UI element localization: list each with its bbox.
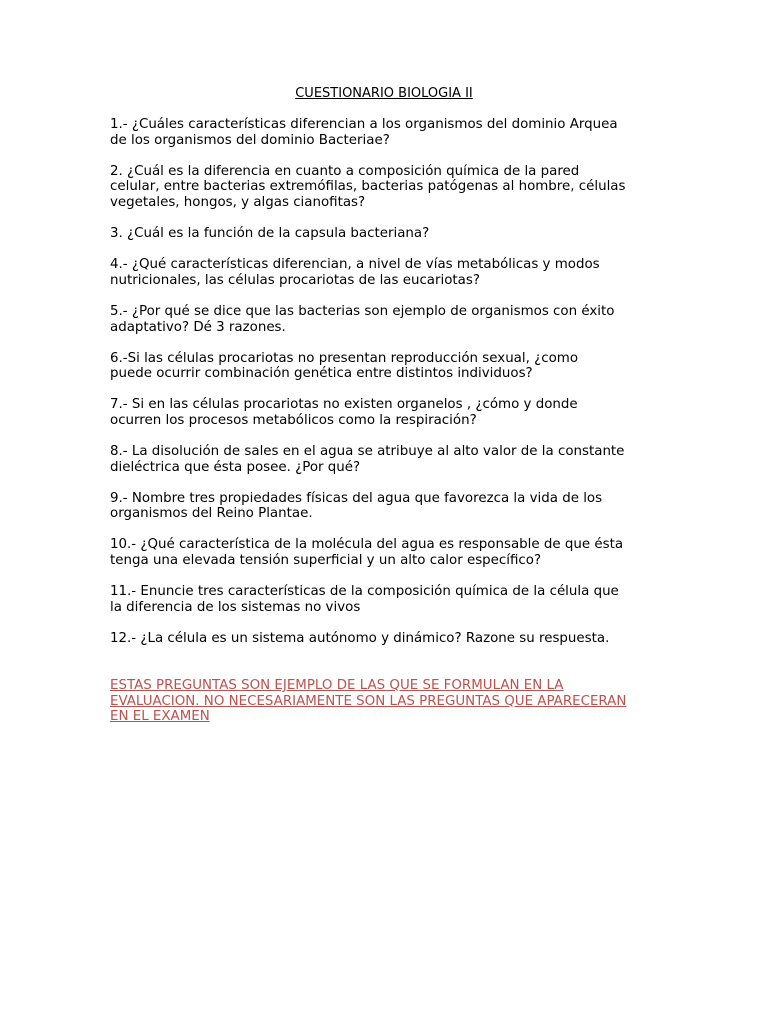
question-5: 5.- ¿Por qué se dice que las bacterias son ejemplo de organismos con éxito adaptativo? Dé 3 razones.: [110, 303, 615, 335]
question-11: 11.- Enuncie tres características de la composición química de la célula que la diferencia de los sistemas no vivos: [110, 584, 619, 615]
question-6: 6.-Si las células procariotas no presentan reproducción sexual, ¿como puede ocurrir combinación genética entre distintos individuos?: [110, 350, 579, 382]
question-7: 7.- Si en las células procariotas no existen organelos , ¿cómo y donde ocurren los procesos metabólicos como la respiración?: [110, 397, 578, 428]
exam-disclaimer-note: ESTAS PREGUNTAS SON EJEMPLO DE LAS QUE SE FORMULAN EN LA EVALUACION. NO NECESARIAMENTE SON LAS PREGUNTAS QUE APARECERAN EN EL EXAMEN: [110, 678, 627, 725]
question-10: 10.- ¿Qué característica de la molécula del agua es responsable de que ésta tenga una elevada tensión superficial y un alto calor específico?: [110, 537, 624, 569]
question-8: 8.- La disolución de sales en el agua se atribuye al alto valor de la constante dieléctrica que ésta posee. ¿Por qué?: [110, 443, 625, 475]
question-2: 2. ¿Cuál es la diferencia en cuanto a composición química de la pared celular, entre bacterias extremófilas, bacterias patógenas al hombre, células vegetales, hongos, y algas cianofitas?: [110, 163, 626, 211]
question-3: 3. ¿Cuál es la función de la capsula bacteriana?: [110, 226, 430, 242]
question-1: 1.- ¿Cuáles características diferencian a los organismos del dominio Arquea de los organismos del dominio Bacteriae?: [110, 117, 618, 148]
document-title: CUESTIONARIO BIOLOGIA II: [295, 86, 473, 101]
question-9: 9.- Nombre tres propiedades físicas del agua que favorezca la vida de los organismos del Reino Plantae.: [110, 490, 603, 522]
question-list: [110, 117, 670, 662]
question-12: 12.- ¿La célula es un sistema autónomo y dinámico? Razone su respuesta.: [110, 630, 610, 646]
question-4: 4.- ¿Qué características diferencian, a nivel de vías metabólicas y modos nutricionales, las células procariotas de las eucariotas?: [110, 257, 600, 288]
